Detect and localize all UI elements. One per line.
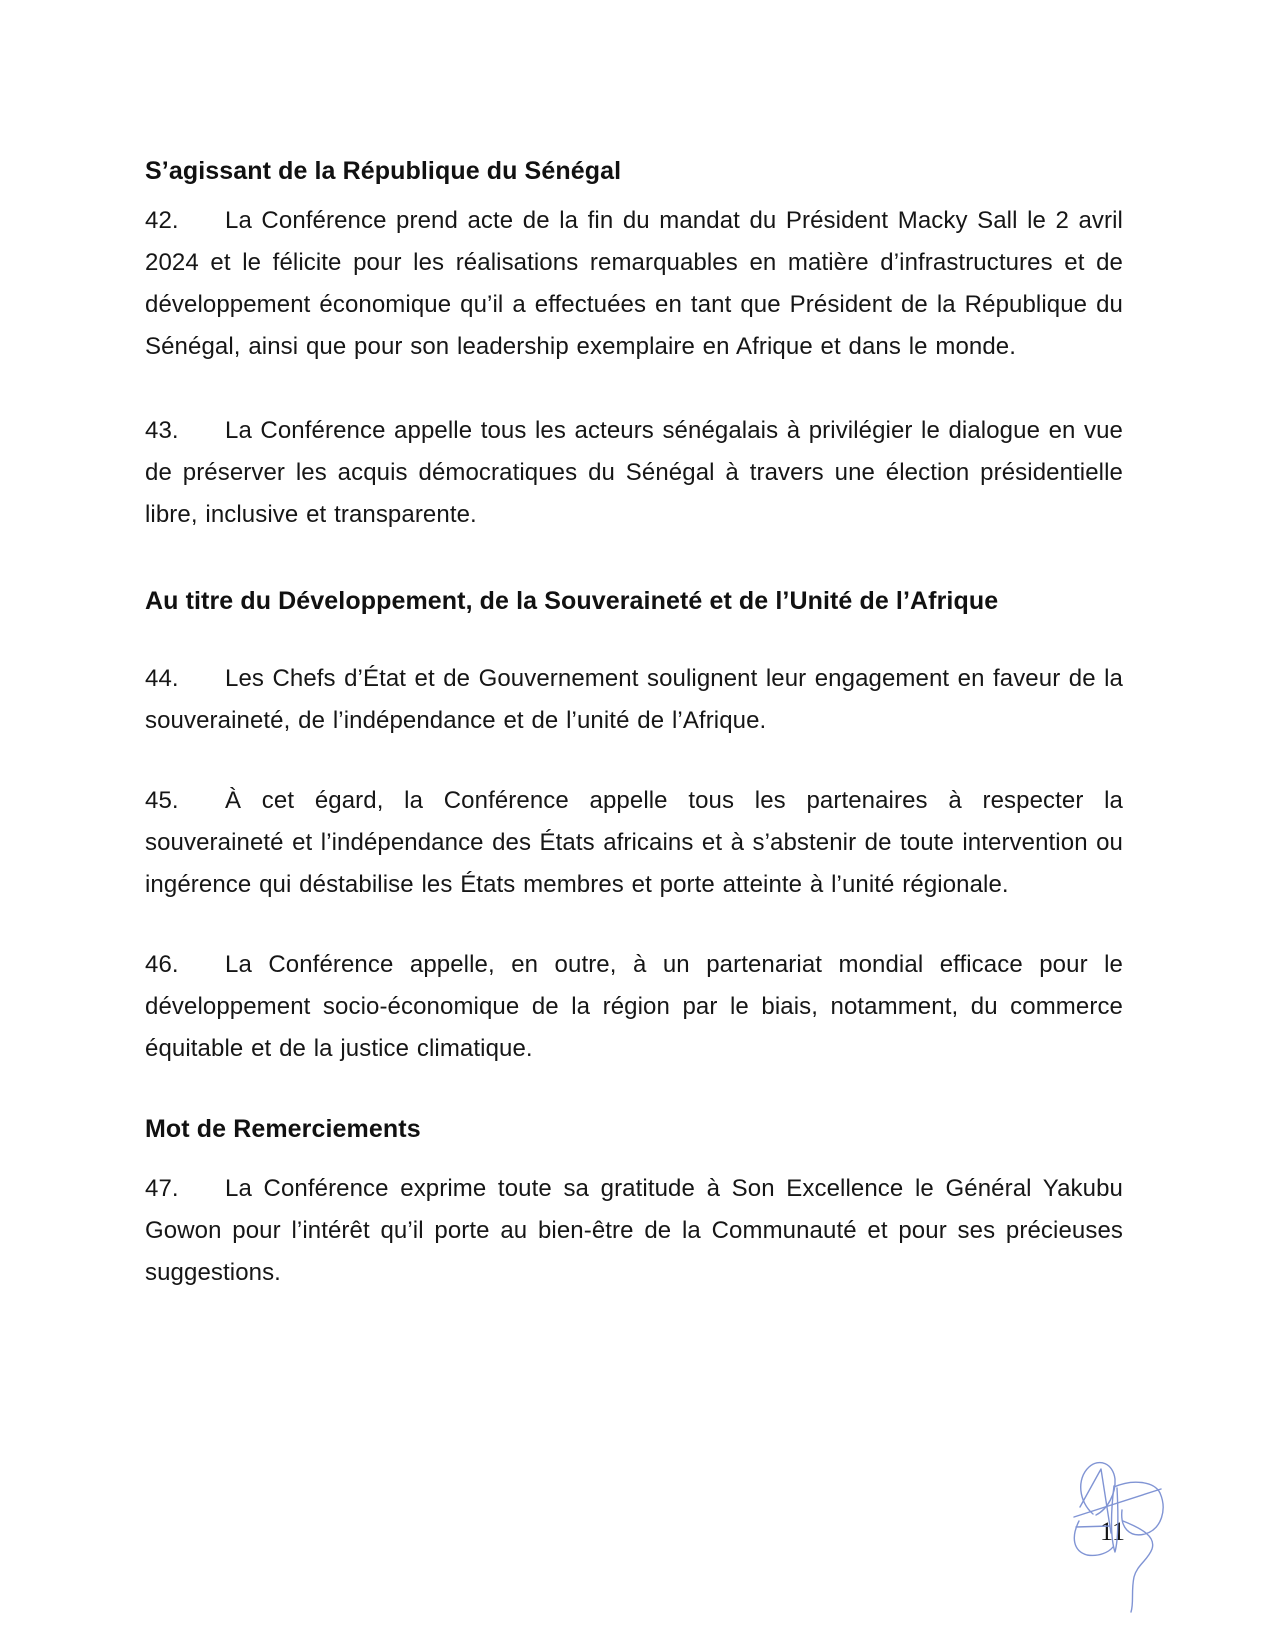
paragraph-42-text: La Conférence prend acte de la fin du mandat du Président Macky Sall le 2 avril 2024 et le félicite pour les réalisations remarquables en matière d’infrastructures et de développement économique qu’il a effectuées en tant que Président de la République du Sénégal, ainsi que pour son leadership exemplaire en Afrique et dans le monde. (145, 207, 1123, 360)
paragraph-43-number: 43. (145, 417, 179, 444)
paragraph-45 (145, 780, 1123, 906)
paragraph-44-text: Les Chefs d’État et de Gouvernement soulignent leur engagement en faveur de la souveraineté, de l’indépendance et de l’unité de l’Afrique. (145, 665, 1123, 734)
paragraph-45-text: À cet égard, la Conférence appelle tous les partenaires à respecter la souveraineté et l’indépendance des États africains et à s’abstenir de toute intervention ou ingérence qui déstabilise les États membres et porte atteinte à l’unité régionale. (145, 787, 1123, 898)
section-heading-developpement: Au titre du Développement, de la Souveraineté et de l’Unité de l’Afrique (145, 587, 999, 615)
paragraph-42 (145, 200, 1123, 368)
paragraph-47 (145, 1168, 1123, 1294)
paragraph-46-number: 46. (145, 951, 179, 978)
paragraph-44 (145, 658, 1123, 742)
paragraph-46-text: La Conférence appelle, en outre, à un partenariat mondial efficace pour le développement socio-économique de la région par le biais, notamment, du commerce équitable et de la justice climatique. (145, 951, 1123, 1062)
ink-signature-icon (1062, 1454, 1174, 1618)
paragraph-44-number: 44. (145, 665, 179, 692)
paragraph-47-text: La Conférence exprime toute sa gratitude à Son Excellence le Général Yakubu Gowon pour l’intérêt qu’il porte au bien-être de la Communauté et pour ses précieuses suggestions. (145, 1175, 1123, 1286)
paragraph-45-number: 45. (145, 787, 179, 814)
section-heading-senegal: S’agissant de la République du Sénégal (145, 157, 622, 185)
section-heading-remerciements: Mot de Remerciements (145, 1115, 421, 1143)
paragraph-46 (145, 944, 1123, 1070)
page-number: 11 (1100, 1517, 1126, 1546)
document-body (145, 150, 1123, 1294)
paragraph-42-number: 42. (145, 207, 179, 234)
paragraph-43-text: La Conférence appelle tous les acteurs sénégalais à privilégier le dialogue en vue de préserver les acquis démocratiques du Sénégal à travers une élection présidentielle libre, inclusive et transparente. (145, 417, 1123, 528)
paragraph-43 (145, 410, 1123, 536)
paragraph-47-number: 47. (145, 1175, 179, 1202)
ink-signature (1062, 1454, 1174, 1618)
